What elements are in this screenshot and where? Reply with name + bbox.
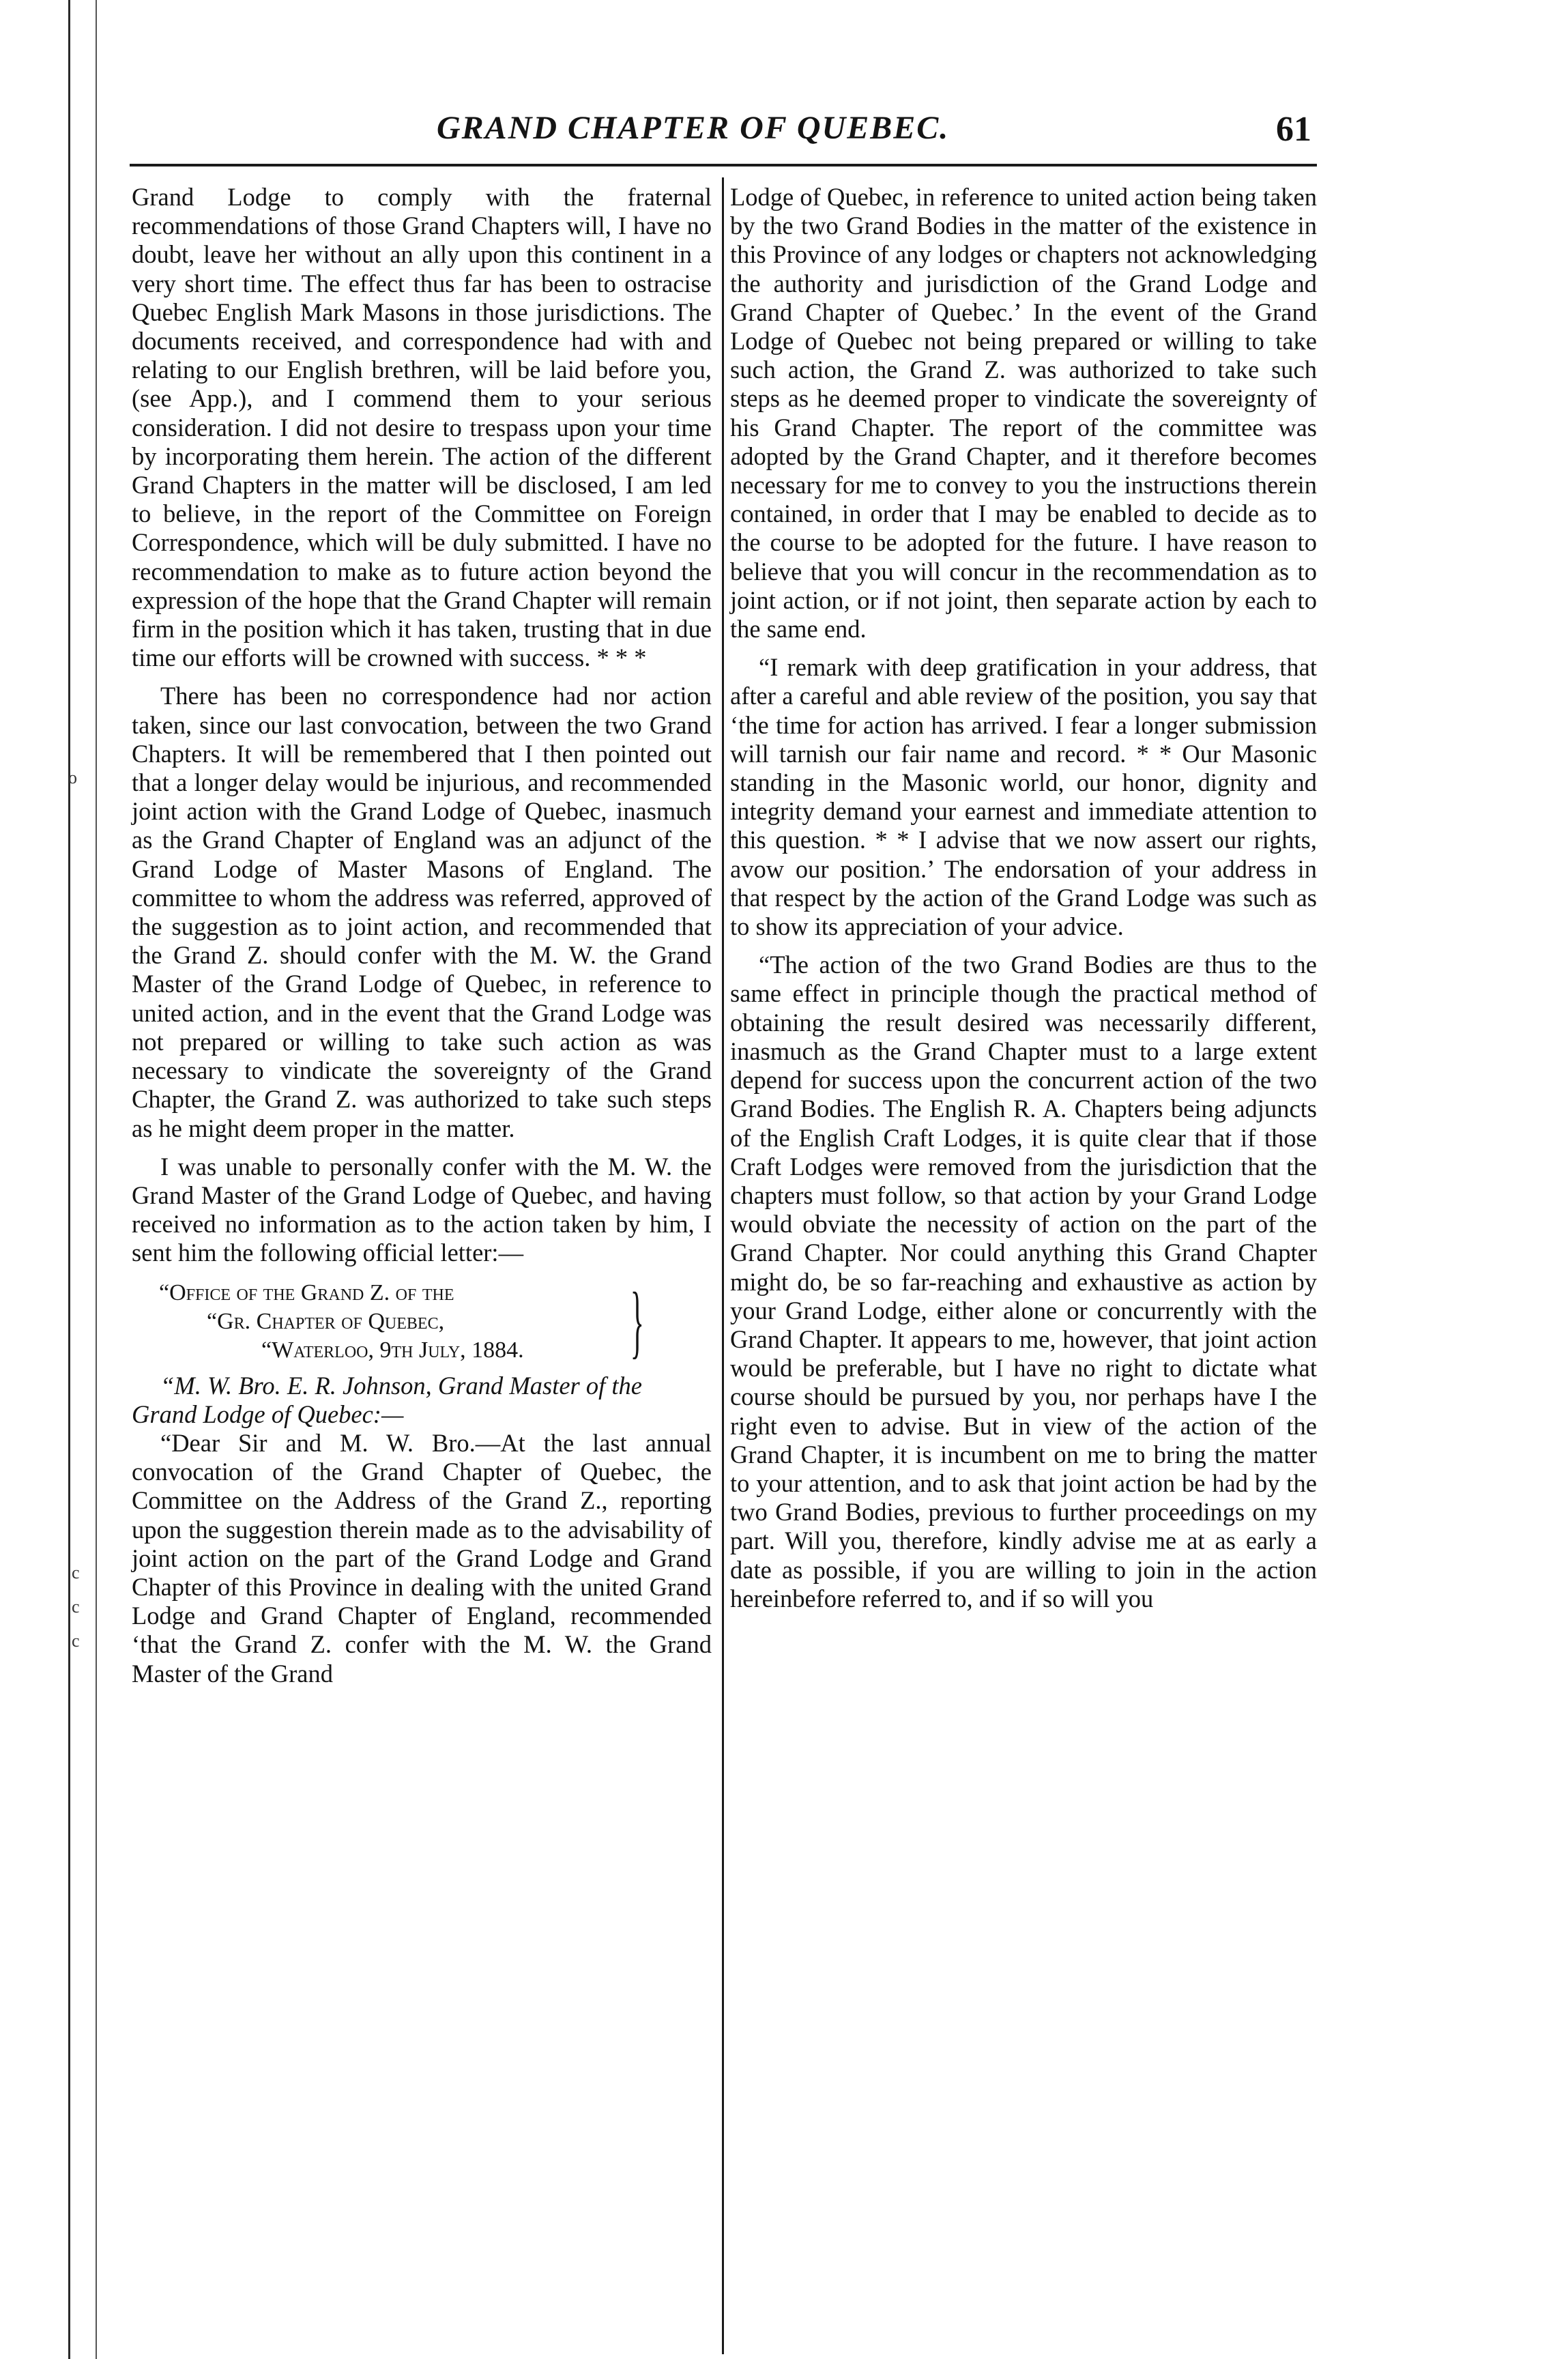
running-title: GRAND CHAPTER OF QUEBEC.	[437, 110, 950, 146]
margin-mark: c	[72, 1563, 80, 1582]
salutation: “M. W. Bro. E. R. Johnson, Grand Master of the Grand Lodge of Quebec:—	[132, 1371, 642, 1428]
left-column	[132, 183, 712, 1688]
letter-address-block	[132, 1275, 712, 1366]
address-line: “Office of the Grand Z. of the	[159, 1279, 454, 1305]
paragraph: “The action of the two Grand Bodies are thus to the same effect in principle though the practical method of obtaining the result desired was necessarily different, inasmuch as the Grand Chapter must to a large extent depend for success upon the concurrent action of the two Grand Bodies. The English R. A. Chapters being adjuncts of the English Craft Lodges, it is quite clear that if those Craft Lodges were removed from the jurisdiction that the chapters must follow, so that action by your Grand Lodge would obviate the necessity of action on the part of the Grand Chapter. Nor could anything this Grand Chapter might do, be so far-reaching and exhaustive as action by your Grand Lodge, either alone or concurrently with the Grand Chapter. It appears to me, however, that joint action would be preferable, but I have no right to dictate what course should be pursued by you, nor perhaps have I the right even to advise. But in view of the action of the Grand Chapter, it is incumbent on me to bring the matter to your attention, and to ask that joint action be had by the two Grand Bodies, previous to further proceedings on my part. Will you, therefore, kindly advise me at as early a date as possible, if you are willing to join in the action hereinbefore referred to, and if so will you	[730, 951, 1317, 1612]
address-line: “Waterloo, 9th July, 1884.	[261, 1337, 524, 1363]
binding-edge-line-inner	[96, 0, 97, 2359]
margin-mark: c	[72, 1631, 80, 1651]
margin-mark: c	[72, 1597, 80, 1617]
paragraph: There has been no correspondence had nor action taken, since our last convocation, between the two Grand Chapters. It will be remembered that I then pointed out that a longer delay would be injurious, and recommended joint action with the Grand Lodge of Quebec, inasmuch as the Grand Chapter of England was an adjunct of the Grand Lodge of Master Masons of England. The committee to whom the address was referred, approved of the suggestion as to joint action, and recommended that the Grand Z. should confer with the M. W. the Grand Master of the Grand Lodge of Quebec, in reference to united action, and in the event that the Grand Lodge was not prepared or willing to take such action as was necessary to vindicate the sovereignty of the Grand Chapter, the Grand Z. was authorized to take such steps as he might deem proper in the matter.	[132, 682, 712, 1142]
paragraph: Lodge of Quebec, in reference to united action being taken by the two Grand Bodies in the matter of the existence in this Province of any lodges or chapters not acknowledging the authority and jurisdiction of the Grand Lodge and Grand Chapter of Quebec.’ In the event of the Grand Lodge of Quebec not being prepared or willing to take such action, the Grand Z. was authorized to take such steps as he deemed proper to vindicate the sovereignty of his Grand Chapter. The report of the committee was adopted by the Grand Chapter, and it therefore becomes necessary for me to convey to you the instructions therein contained, in order that I may be enabled to decide as to the course to be adopted for the future. I have reason to believe that you will concur in the recommendation as to joint action, or if not joint, then separate action by each to the same end.	[730, 183, 1317, 643]
binding-edge-line	[68, 0, 70, 2359]
brace-glyph: }	[630, 1275, 645, 1366]
page-number: 61	[1276, 110, 1311, 149]
paragraph: “Dear Sir and M. W. Bro.—At the last annual convocation of the Grand Chapter of Quebec, the Committee on the Address of the Grand Z., reporting upon the suggestion therein made as to the advisability of joint action on the part of the Grand Lodge and Grand Chapter of this Province in dealing with the united Grand Lodge and Grand Chapter of England, recommended ‘that the Grand Z. confer with the M. W. the Grand Master of the Grand	[132, 1428, 712, 1688]
paragraph: Grand Lodge to comply with the fraternal recommendations of those Grand Chapters will, I have no doubt, leave her without an ally upon this continent in a very short time. The effect thus far has been to ostracise Quebec English Mark Masons in those jurisdictions. The documents received, and correspondence had with and relating to our English brethren, will be laid before you, (see App.), and I commend them to your serious consideration. I did not desire to trespass upon your time by incorporating them herein. The action of the different Grand Chapters in the matter will be disclosed, I am led to believe, in the report of the Committee on Foreign Correspondence, which will be duly submitted. I have no recommendation to make as to future action beyond the expression of the hope that the Grand Chapter will remain firm in the position which it has taken, trusting that in due time our efforts will be crowned with success. * * *	[132, 183, 712, 672]
right-column	[730, 183, 1317, 1613]
header-rule	[130, 164, 1317, 167]
margin-mark: o	[68, 768, 77, 787]
paragraph: “I remark with deep gratification in your address, that after a careful and able review of the position, you say that ‘the time for action has arrived. I fear a longer submission will tarnish our fair name and record. * * Our Masonic standing in the Masonic world, our honor, dignity and integrity demand your earnest and immediate attention to this question. * * I advise that we now assert our rights, avow our position.’ The endorsation of your address in that respect by the action of the Grand Lodge was such as to show its appreciation of your advice.	[730, 653, 1317, 941]
paragraph: I was unable to personally confer with the M. W. the Grand Master of the Grand Lodge of Quebec, and having received no information as to the action taken by him, I sent him the following official letter:—	[132, 1152, 712, 1267]
column-divider	[722, 177, 724, 2354]
address-line: “Gr. Chapter of Quebec,	[207, 1308, 445, 1334]
